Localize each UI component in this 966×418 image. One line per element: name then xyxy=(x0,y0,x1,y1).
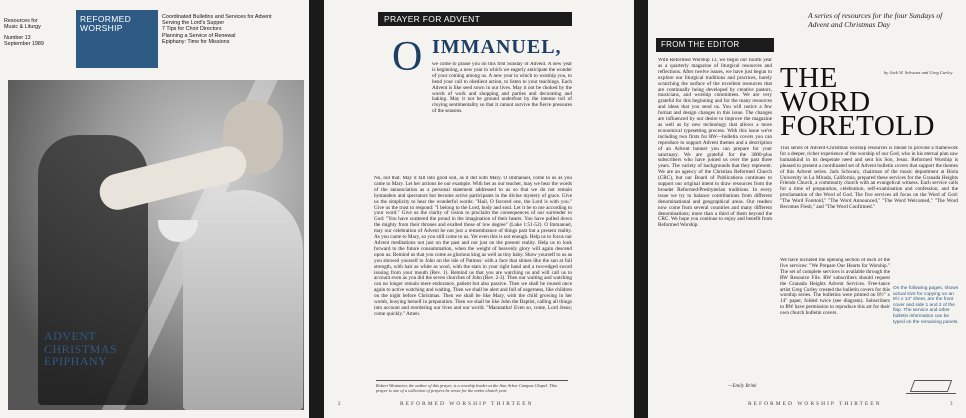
article-body-continued: We have included the opening section of each of the five services: "We Prepare Our Hearts for Worship." The set of complete services is available through the RW Resource File. RW subscribers should request the Granada Heights Advent Services. Free-lance artist Greg Curley created the bulletin covers for this worship series. The bulletins were printed on 8½" x 14" paper, folded twice (see diagram). Subscribers to RW have permission to reproduce this art for their own church bulletin covers. xyxy=(780,258,890,317)
title-line: THE xyxy=(780,62,838,94)
contents-item: Epiphany: Time for Missions xyxy=(162,38,230,45)
masthead-line: REFORMED xyxy=(80,14,132,24)
editor-text: With Reformed Worship 13, we begin our fourth year as a quarterly magazine of liturgical resources and reflections. After twelve issues, we have just begun to explore our liturgical traditions and practices, barely scratching the surface of the excellent resources that are continually being developed by creative pastors, musicians, and worship committees. We are very grateful for this beginning and for the many resources and ideas that you send us. You will notice a few format and design changes in this issue. The changes are influenced by our desire to improve the magazine as well as by new technology that allows a more economical typesetting process. With this issue we're including two firsts for RW—bulletin covers you can reproduce to support Advent themes and a description of an Advent banner you can prepare for your sanctuary. We are grateful for the 3000-plus subscribers who have joined us over the past three years. The variety of backgrounds that they represent. We are an agency of the Christian Reformed Church (CRC), but our Board of Publications continues to support our original intent to draw resources from the broader Reformed/Presbyterian traditions. In every issue we try to balance contributions from different denominational and geographical areas. Our readers now come from several countries and many different denominations; more than a third of them beyond the CRC. We hope you continue to enjoy and benefit from Reformed Worship. xyxy=(658,58,772,229)
cover-title-line: CHRISTMAS xyxy=(44,341,118,356)
prayer-intro: we come to praise you on this first Sunday of Advent. A new year is beginning, a new year in which we eagerly anticipate the wonder of your coming among us. A new year in which to worship you, to bend your call to obedient action, to listen to your teachings. Each Advent is like seed sown in our lives. May it not be choked by the words of work and shopping and parties and decorating and baking. May it not be ground underfoot by the intense toil of cloying sentimentality so that it cannot survive the fierce pressures of the seasons. xyxy=(432,62,572,115)
sidebar-note: On the following pages, shown actual size for copying on an 8½ x 14" sheet, are the front cover and side 1 and 2 of the flap. The service and other bulletin information can be typed on the remaining panels. xyxy=(893,286,959,325)
article-title xyxy=(780,62,960,142)
contents-item: Coordinated Bulletins and Services for Advent xyxy=(162,14,272,20)
page-number: 3 xyxy=(950,402,953,407)
cover-title xyxy=(44,330,144,368)
cover-issue-info xyxy=(4,18,74,52)
prayer-header: PRAYER FOR ADVENT xyxy=(378,12,572,26)
editor-signature: —Emily Brink xyxy=(728,384,757,389)
editor-page xyxy=(648,0,966,418)
photo-robe xyxy=(183,190,303,410)
prayer-body: No, not that. May it fall into good soil, as it did with Mary. O Immanuel, come to us as you came to Mary. Let her actions be our example. With her as our teacher, may we hear the words of the annunciation as a personal statement addressed to us so that we do not remain bystanders and spectators but become active participants in the divine mystery of grace. Give us the simplicity to hear the wonderful words: "Hail, O favored one, the Lord is with you." Give us the trust to respond: "I belong to the Lord, body and soul. Let it be to me according to your word." Give us the clarity of vision to proclaim the consequences of our surrender to God: "You have scattered the proud in the imagination of their hearts. You have pulled down the mighty from their thrones and exalted those of low degree" (Luke 1:51-52). O Immanuel, may our celebration of Advent be not just a remembrance of things past but a present reality. As you came to Mary, so you still come to us. Yet even this is not enough. Help us to focus our Advent meditations not just on the past and not just on the present reality. Help us to look forward to the future consummation, when the weight of heavenly glory will again descend upon us. Remind us that you come as glorious king as well as tiny baby. Show yourself to us as you showed yourself to John on the isle of Patmos: with a face that shines like the sun at full strength, with hair as white as wool, with the stars in your right hand and a two-edged sword issuing from your mouth (Rev. 1). Remind us that you are watching us and will call us to account even as you did the seven churches of John (Rev. 2-3). Then our waiting and watching can no longer remain mere endurance, patient but also passive. Then we shall be roused once again to active watching and waiting. Then we shall be alert and full of eagerness, like children on the night before Christmas. Then we shall be like Mary, with the child growing in her womb, busying herself in preparation. Then we shall be like John the Baptist, calling all things into account and reordering our lives and our world. "Maranatha! Even so, come, Lord Jesus; come quickly." Amen. xyxy=(374,176,572,317)
contents-item: 7 Tips for Choir Directors xyxy=(162,26,222,33)
contents-item: Planning a Service of Renewal xyxy=(162,32,236,39)
prayer-page xyxy=(324,0,634,418)
cover-page xyxy=(0,0,309,418)
contents-item: Serving the Lord's Supper xyxy=(162,20,225,27)
prayer-heading: IMMANUEL, xyxy=(432,36,562,58)
info-line: Music & Liturgy xyxy=(4,24,41,31)
magazine-masthead xyxy=(76,10,158,68)
cover-title-line: EPIPHANY xyxy=(44,354,108,368)
article-byline: by Jack W. Schwarz and Greg Curley xyxy=(884,70,953,75)
info-line: Number 13 xyxy=(4,34,31,41)
running-footer: REFORMED WORSHIP THIRTEEN xyxy=(748,401,882,407)
cover-title-line: ADVENT xyxy=(44,329,97,343)
title-line: WORD xyxy=(780,86,871,118)
editor-header: FROM THE EDITOR xyxy=(656,38,774,52)
title-line: FORETOLD xyxy=(780,110,935,142)
prayer-footnote: Robert Westmeier, the author of this prayer, is a worship leader at the Ann Arbor Campus Chapel. This prayer is one of a collection of prayers he wrote for the entire church year. xyxy=(376,380,568,393)
bulletin-diagram-icon xyxy=(906,378,956,394)
cover-contents xyxy=(162,14,307,45)
drop-cap: O xyxy=(392,34,423,80)
page-number: 2 xyxy=(338,402,341,407)
series-intro: A series of resources for the four Sundays of Advent and Christmas Day xyxy=(808,11,943,29)
masthead-line: WORSHIP xyxy=(80,23,123,33)
info-line: September 1989 xyxy=(4,41,44,48)
article-body: This series of Advent-Christmas worship resources is meant to provide a framework for a deeper, richer experience of the worship of our God, who in his eternal plan saw humankind in its desperate need and sent his Son, Jesus. Reformed Worship is pleased to present a coordinated set of Advent bulletin covers that support the themes of this Advent series. Jack Schwarz, chairman of the music department at Biola University in La Mirada, California, prepared these services for the Granada Heights Friends Church, a community church with an evangelical witness. Each service calls for a time of preparation, celebration, self-examination and confession, and the proclamation of the Word of God. The five services all focus on the Word of God: "The Word Foretold," "The Word Announced," "The Word Welcomed," "The Word Becomes Flesh," and "The Word Confirmed." xyxy=(780,146,958,211)
info-line: Resources for xyxy=(4,18,38,24)
running-footer: REFORMED WORSHIP THIRTEEN xyxy=(400,401,534,407)
